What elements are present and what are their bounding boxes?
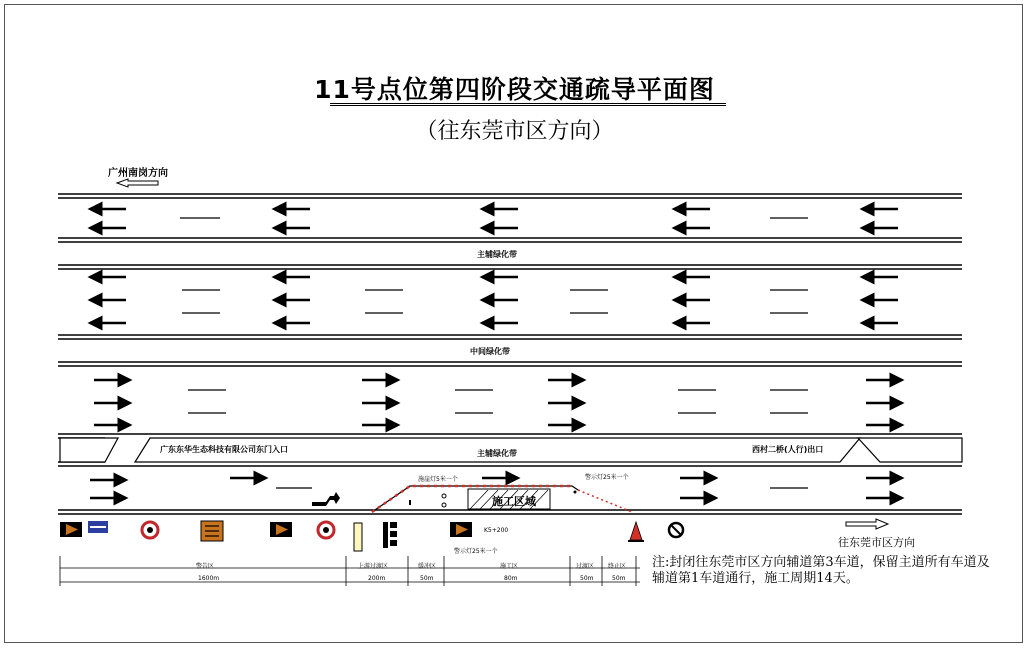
- upper-median-label: 主辅绿化带: [477, 250, 517, 259]
- direction-right-label: 往东莞市区方向: [838, 536, 915, 549]
- marker-label-2: 警示灯25米一个: [585, 474, 629, 481]
- center-median-label: 中间绿化带: [470, 347, 510, 356]
- road-edges: [58, 194, 962, 514]
- barrier-icon: [354, 523, 362, 551]
- work-zone-label: 施工区域: [492, 495, 536, 508]
- turn-arrow-icon: [312, 492, 340, 506]
- arrow-sign-icon: [450, 522, 472, 537]
- work-ahead-sign-icon: [201, 521, 223, 541]
- zone-downstream-label: 过渡区: [576, 563, 595, 570]
- zone-work-label: 施工区: [500, 563, 519, 570]
- xicun-exit-label: 西村二桥(人行)出口: [752, 445, 824, 454]
- page-subtitle: （往东莞市区方向）: [415, 119, 614, 144]
- distance-upstream: 200m: [368, 575, 386, 582]
- no-overtaking-icon: [142, 522, 158, 538]
- lower-median-label: 主辅绿化带: [477, 449, 517, 458]
- speed-limit-icon: [318, 522, 334, 538]
- speed-sign-label: K5+200: [484, 527, 509, 534]
- blue-sign-icon: [88, 521, 108, 533]
- end-limit-icon: [669, 523, 683, 537]
- right-direction-arrow-icon: [846, 519, 888, 529]
- arrow-sign-icon: [60, 522, 82, 537]
- arrow-sign-icon: [270, 522, 292, 537]
- zone-end-label: 终止区: [608, 563, 627, 570]
- distance-buffer: 50m: [420, 575, 434, 582]
- page-title: 11号点位第四阶段交通疏导平面图: [314, 75, 715, 104]
- zone-buffer-label: 缓冲区: [418, 563, 437, 570]
- direction-left-label: 广州南岗方向: [108, 168, 168, 179]
- westbound-lane-arrows: [90, 209, 898, 323]
- company-entrance-label: 广东东华生态科技有限公司东门入口: [160, 445, 288, 454]
- marker-label-3: 警示灯25米一个: [454, 548, 498, 555]
- left-direction-arrow-icon: [117, 179, 158, 187]
- distance-end: 50m: [612, 575, 626, 582]
- distance-warning: 1600m: [198, 575, 220, 582]
- dimension-lines: [60, 556, 640, 586]
- barrier-board-icon: [383, 522, 397, 548]
- marker-label-1: 施崖灯5米一个: [418, 476, 458, 483]
- zone-upstream-label: 上游过渡区: [358, 563, 389, 570]
- traffic-cone-icon: [628, 522, 644, 542]
- distance-work: 80m: [504, 575, 518, 582]
- distance-downstream: 50m: [580, 575, 594, 582]
- zone-warning-label: 警告区: [196, 563, 215, 570]
- construction-note: 注:封闭往东莞市区方向辅道第3车道，保留主道所有车道及辅道第1车道通行，施工周期14天。: [652, 555, 990, 586]
